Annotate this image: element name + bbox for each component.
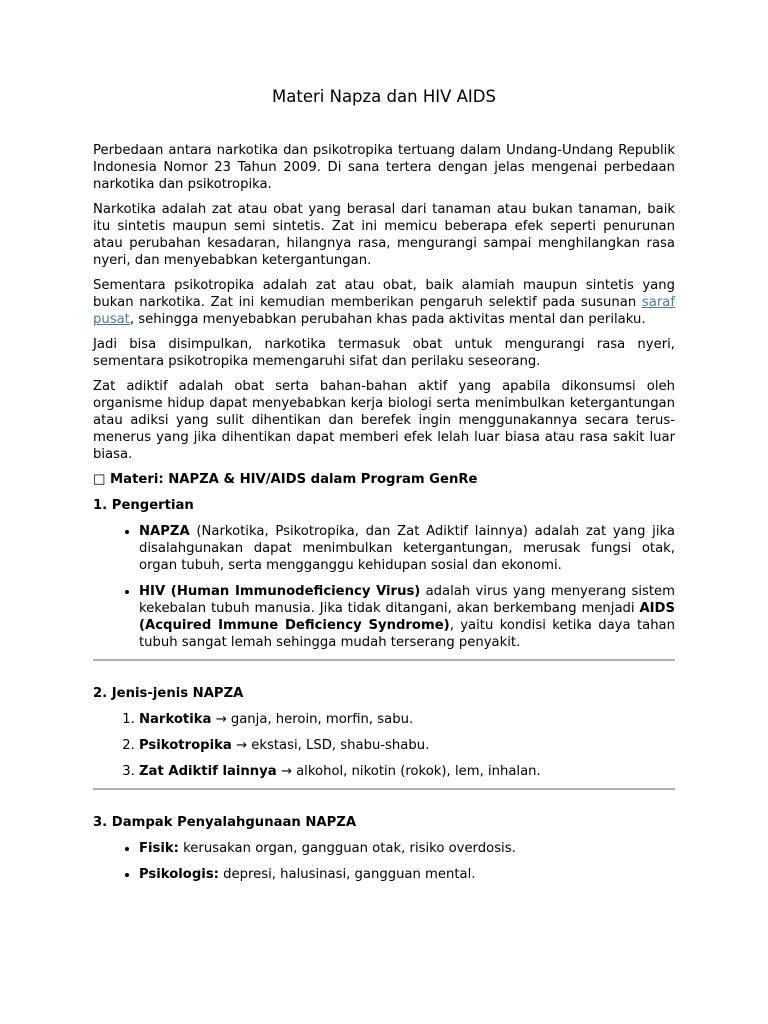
list-item xyxy=(139,866,675,883)
list-item xyxy=(139,840,675,857)
section-dampak-heading: 3. Dampak Penyalahgunaan NAPZA xyxy=(93,815,357,830)
item-text: → ganja, heroin, morfin, sabu. xyxy=(211,712,414,727)
item-term: Fisik: xyxy=(139,841,179,856)
item-text: → alkohol, nikotin (rokok), lem, inhalan. xyxy=(276,764,541,779)
item-term: Narkotika xyxy=(139,712,212,727)
term-hiv: HIV (Human Immunodeficiency Virus) xyxy=(139,584,421,599)
jenis-napza-list xyxy=(93,711,675,780)
list-item xyxy=(139,583,675,651)
item-text: , yaitu kondisi ketika daya tahan tubuh sangat lemah sehingga mudah terserang penyakit. xyxy=(139,618,675,650)
document-body xyxy=(93,142,675,891)
item-text: (Narkotika, Psikotropika, dan Zat Adiktif lainnya) adalah zat yang jika disalahgunakan dapat menimbulkan ketergantungan, merusak fungsi otak, organ tubuh, serta mengganggu kehidupan sosial dan ekonomi. xyxy=(139,524,675,573)
paragraph-psikotropika-definition xyxy=(93,277,675,328)
list-item xyxy=(139,763,675,780)
paragraph-text: Sementara psikotropika adalah zat atau obat, baik alamiah maupun sintetis yang bukan narkotika. Zat ini kemudian memberikan pengaruh selektif pada susunan xyxy=(93,278,675,310)
item-text: depresi, halusinasi, gangguan mental. xyxy=(218,867,476,882)
paragraph-narkotika-definition: Narkotika adalah zat atau obat yang berasal dari tanaman atau bukan tanaman, baik itu sintetis maupun semi sintetis. Zat ini memicu beberapa efek seperti penurunan atau perubahan kesadaran, hilangnya rasa, mengurangi sampai menghilangkan rasa nyeri, dan menyebabkan ketergantungan. xyxy=(93,202,675,268)
list-item xyxy=(139,737,675,754)
dampak-list xyxy=(93,840,675,883)
saraf-pusat-link[interactable]: saraf pusat xyxy=(93,295,675,327)
item-text: kerusakan organ, gangguan otak, risiko overdosis. xyxy=(178,841,516,856)
term-napza: NAPZA xyxy=(139,524,190,539)
paragraph-uu-narkotika: Perbedaan antara narkotika dan psikotropika tertuang dalam Undang-Undang Republik Indonesia Nomor 23 Tahun 2009. Di sana tertera dengan jelas mengenai perbedaan narkotika dan psikotropika. xyxy=(93,143,675,192)
section-jenis-heading: 2. Jenis-jenis NAPZA xyxy=(93,686,244,701)
paragraph-text: , sehingga menyebabkan perubahan khas pada aktivitas mental dan perilaku. xyxy=(129,312,646,327)
list-item xyxy=(139,711,675,728)
horizontal-divider xyxy=(93,788,675,790)
item-term: Psikotropika xyxy=(139,738,232,753)
materi-heading: □ Materi: NAPZA & HIV/AIDS dalam Program GenRe xyxy=(93,472,478,487)
item-term: Psikologis: xyxy=(139,867,219,882)
list-item xyxy=(139,523,675,574)
pengertian-list xyxy=(93,523,675,651)
paragraph-zat-adiktif: Zat adiktif adalah obat serta bahan-bahan aktif yang apabila dikonsumsi oleh organisme hidup dapat menyebabkan kerja biologi serta menimbulkan ketergantungan atau adiksi yang sulit dihentikan dan berefek ingin menggunakannya secara terus-menerus yang jika dihentikan dapat memberi efek lelah luar biasa atau rasa sakit luar biasa. xyxy=(93,379,675,462)
item-term: Zat Adiktif lainnya xyxy=(139,764,277,779)
paragraph-conclusion: Jadi bisa disimpulkan, narkotika termasuk obat untuk mengurangi rasa nyeri, sementara psikotropika memengaruhi sifat dan perilaku seseorang. xyxy=(93,337,675,369)
term-aids: AIDS (Acquired Immune Deficiency Syndrome) xyxy=(139,601,675,633)
section-pengertian-heading: 1. Pengertian xyxy=(93,498,194,513)
item-text: adalah virus yang menyerang sistem kekebalan tubuh manusia. Jika tidak ditangani, akan berkembang menjadi xyxy=(139,584,675,616)
horizontal-divider xyxy=(93,659,675,661)
item-text: → ekstasi, LSD, shabu-shabu. xyxy=(231,738,430,753)
document-title: Materi Napza dan HIV AIDS xyxy=(272,87,496,106)
